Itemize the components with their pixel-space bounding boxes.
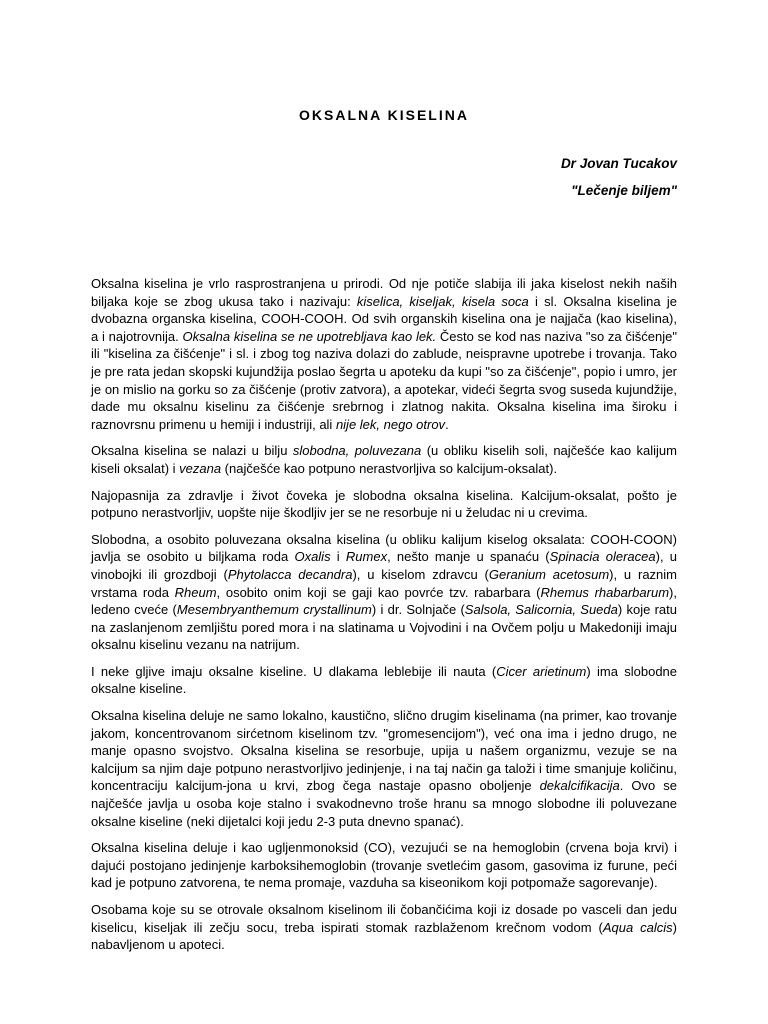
text-segment: I neke gljive imaju oksalne kiseline. U dlakama leblebije ili nauta ( <box>91 663 497 679</box>
italic-term: Spinacia oleracea <box>549 549 656 565</box>
italic-term: Phytolacca decandra <box>227 566 353 582</box>
paragraph <box>91 663 677 698</box>
italic-term: Rumex <box>345 549 388 565</box>
text-segment: , osobito onim koji se gaji kao povrće tzv. rabarbara ( <box>216 584 541 600</box>
paragraph <box>91 707 677 830</box>
italic-term: Aqua calcis <box>602 919 673 935</box>
text-segment: ), u kiselom zdravcu ( <box>352 566 489 582</box>
paragraph <box>91 487 677 522</box>
text-segment: ) nabavljenom u apoteci. <box>91 919 677 953</box>
text-segment: Najopasnija za zdravlje i život čoveka je slobodna oksalna kiselina. Kalcijum-oksalat, pošto je potpuno nerastvorljiv, uopšte nije škodljiv jer se ne resorbuje ni u želudac ni u crevima. <box>91 487 677 521</box>
text-segment: . Ovo se najčešće javlja u osoba koje stalno i svakodnevno troše hranu sa mnogo slobodne ili poluvezane oksalne kiseline (neki dijetalci koji jedu 2-3 puta dnevno spanać). <box>91 778 677 829</box>
italic-term: Oksalna kiselina se ne upotrebljava kao lek. <box>182 328 437 344</box>
text-segment: , nešto manje u spanaću ( <box>387 549 550 565</box>
paragraph <box>91 839 677 892</box>
text-segment: ) ima slobodne oksalne kiseline. <box>91 663 678 697</box>
document-body <box>91 275 677 963</box>
paragraph <box>91 531 677 654</box>
text-segment: ) koje ratu na zaslanjenom zemljištu pored mora i na slatinama u Vojvodini i na Ovčem polju u Makedoniji imaju oksalnu kiselinu vezanu na natrijum. <box>91 602 677 653</box>
text-segment: ), ledeno cveće ( <box>91 584 677 618</box>
text-segment: Oksalna kiselina je vrlo rasprostranjena u prirodi. Od nje potiče slabija ili jaka kiselost nekih naših biljaka koje se zbog ukusa tako i nazivaju: <box>91 276 677 309</box>
author-name: Dr Jovan Tucakov <box>560 156 677 171</box>
italic-term: Salsola, Salicornia, Sueda <box>464 602 618 618</box>
italic-term: Rheum <box>174 584 217 600</box>
text-segment: i sl. Oksalna kiselina je dvobazna organska kiselina, COOH-COOH. Od svih organskih kiselina ona je najjača (kao kiselina), a i najotrovnija. <box>91 293 677 344</box>
paragraph <box>91 275 677 433</box>
text-segment: Oksalna kiselina deluje ne samo lokalno, kaustično, slično drugim kiselinama (na primer, kao trovanje jakom, koncentrovanom sirćetnom kiselinom tzv. "gromesencijom"), već ona ima i jedno drugo, ne manje opasno svojstvo. Oksalna kiselina se resorbuje, upija u našem organizmu, vezuje se na kalcijum sa njim daje potpuno nerastvorljivo jedinjenje, i na taj način ga taloži i time smanjuje količinu, koncentraciju kalcijum-jona u krvi, zbog čega nastaje opasno oboljenje <box>91 708 677 794</box>
text-segment: Oksalna kiselina se nalazi u bilju <box>91 443 293 459</box>
book-title: "Lečenje biljem" <box>571 183 677 198</box>
text-segment: ), u raznim vrstama roda <box>91 566 677 600</box>
text-segment: Slobodna, a osobito poluvezana oksalna kiselina (u obliku kalijum kiselog oksalata: COOH-COON) javlja se osobito u biljkama roda <box>91 531 677 565</box>
italic-term: nije lek, nego otrov <box>335 416 446 432</box>
text-segment: ) i dr. Solnjače ( <box>371 602 465 618</box>
text-segment: Oksalna kiselina deluje i kao ugljenmonoksid (CO), vezujući se na hemoglobin (crvena boja krvi) i dajući postojano jedinjenje karboksihemoglobin (trovanje svetlećim gasom, gasovima iz furune, peći kad je potpuno zatvorena, te nema promaje, vazduha sa kiseonikom koji potpomaže sagorevanje). <box>91 840 677 891</box>
text-segment: ), u vinobojki ili grozdboji ( <box>91 549 677 582</box>
document-title: OKSALNA KISELINA <box>299 107 469 123</box>
italic-term: kiselica, kiseljak, kisela soca <box>356 293 529 309</box>
text-segment: . <box>445 416 449 432</box>
italic-term: Rhemus rhabarbarum <box>540 584 670 600</box>
text-segment: i <box>330 549 346 565</box>
text-segment: (najčešće kao potpuno nerastvorljiva so kalcijum-oksalat). <box>221 460 558 476</box>
paragraph <box>91 442 677 477</box>
text-segment: Osobama koje su se otrovale oksalnom kiselinom ili čobančićima koji iz dosade po vasceli dan jedu kiselicu, kiseljak ili zečju socu, treba ispirati stomak razblaženom krečnom vodom ( <box>91 902 677 935</box>
italic-term: slobodna, poluvezana <box>292 443 422 459</box>
text-segment: Često se kod nas naziva "so za čišćenje" ili "kiselina za čišćenje" i sl. i zbog tog naziva dolazi do zablude, neispravne upotrebe i trovanja. Tako je pre rata jedan skopski kujundžija poslao šegrta u apoteku da kupi "so za čišćenje", popio i umro, jer je on mislio na gorku so za čišćenje (protiv zatvora), a apotekar, videći šegrta svog suseda kujundžije, dade mu oksalnu kiselinu za čišćenje srebrnog i zlatnog nakita. Oksalna kiselina ima široku i raznovrsnu primenu u hemiji i industriji, ali <box>91 328 677 432</box>
italic-term: Mesembryanthemum crystallinum <box>176 602 372 618</box>
paragraph <box>91 901 677 954</box>
italic-term: dekalcifikacija <box>539 778 620 794</box>
italic-term: Cicer arietinum <box>496 663 587 679</box>
italic-term: Geranium acetosum <box>488 566 610 582</box>
italic-term: vezana <box>179 460 222 476</box>
italic-term: Oxalis <box>294 549 331 565</box>
text-segment: (u obliku kiselih soli, najčešće kao kalijum kiseli oksalat) i <box>91 443 677 476</box>
